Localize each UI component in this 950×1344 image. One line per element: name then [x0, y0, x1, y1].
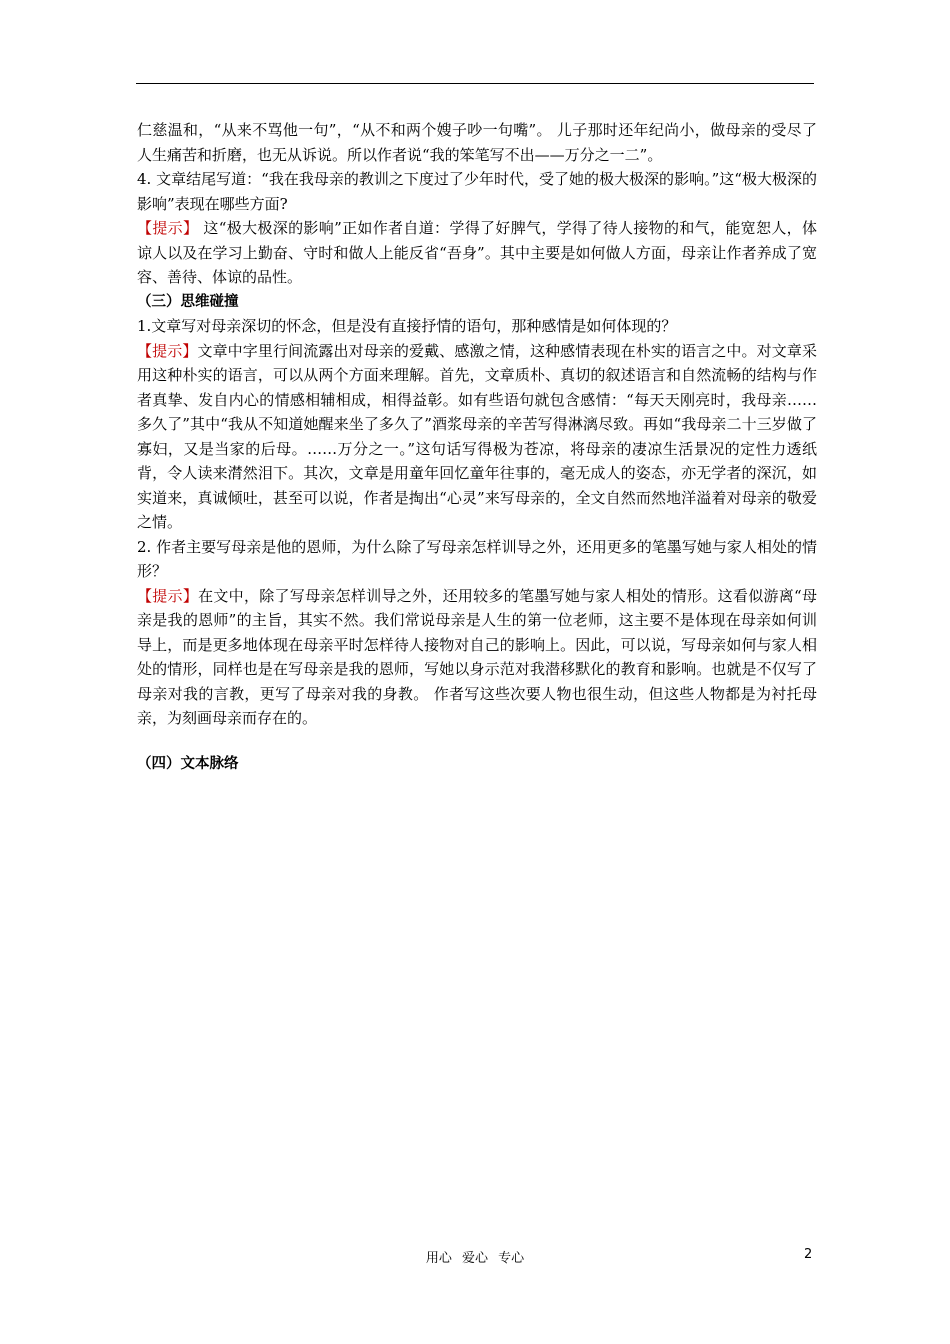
tip-label: 【提示】 — [137, 341, 198, 360]
footer-motto: 用心 爱心 专心 — [425, 1251, 525, 1266]
question-4: 4. 文章结尾写道：“我在我母亲的教训之下度过了少年时代，受了她的极大极深的影响。”这“极大极深的影响”表现在哪些方面? — [137, 170, 817, 213]
section-heading-3: （三）思维碰撞 — [137, 293, 239, 310]
answer-1-text: 文章中字里行间流露出对母亲的爱戴、感激之情，这种感情表现在朴实的语言之中。对文章采用这种朴实的语言，可以从两个方面来理解。首先，文章质朴、真切的叙述语言和自然流畅的结构与作者真挚、发自内心的情感相辅相成，相得益彰。如有些语句就包含感情：“每天天刚亮时，我母亲……多久了”其中“我从不知道她醒来坐了多久了”酒浆母亲的辛苦写得淋漓尽致。再如“我母亲二十三岁做了寡妇，又是当家的后母。……万分之一。”这句话写得极为苍凉，将母亲的凄凉生活景况的定性力透纸背，令人读来潸然泪下。其次，文章是用童年回忆童年往事的，毫无成人的姿态，亦无学者的深沉，如实道来，真诚倾吐，甚至可以说，作者是掏出“心灵”来写母亲的，全文自然而然地洋溢着对母亲的敬爱之情。 — [137, 341, 817, 531]
answer-1 — [137, 339, 817, 535]
header-rule — [136, 83, 814, 84]
question-1: 1.文章写对母亲深切的怀念，但是没有直接抒情的语句，那种感情是如何体现的？ — [137, 317, 677, 335]
answer-4 — [137, 216, 817, 290]
spacer — [137, 731, 817, 752]
answer-2 — [137, 584, 817, 731]
tip-label: 【提示】 — [137, 586, 199, 605]
question-2: 2. 作者主要写母亲是他的恩师，为什么除了写母亲怎样训导之外，还用更多的笔墨写她与家人相处的情形？ — [137, 537, 817, 580]
paragraph-continuation: 仁慈温和，“从来不骂他一句”，“从不和两个嫂子吵一句嘴”。 儿子那时还年纪尚小，做母亲的受尽了人生痛苦和折磨，也无从诉说。所以作者说“我的笨笔写不出——万分之一二”。 — [137, 121, 817, 164]
page-number: 2 — [804, 1247, 813, 1262]
section-heading-4: （四）文本脉络 — [137, 755, 239, 772]
document-body — [137, 118, 817, 776]
tip-label: 【提示】 — [137, 219, 199, 237]
answer-4-text: 这“极大极深的影响”正如作者自道：学得了好脾气，学得了待人接物的和气，能宽恕人，体谅人以及在学习上勤奋、守时和做人上能反省“吾身”。其中主要是如何做人方面，母亲让作者养成了宽容、善待、体谅的品性。 — [137, 219, 817, 286]
answer-2-text: 在文中，除了写母亲怎样训导之外，还用较多的笔墨写她与家人相处的情形。这看似游离“母亲是我的恩师”的主旨，其实不然。我们常说母亲是人生的第一位老师，这主要不是体现在母亲如何训导上，而是更多地体现在母亲平时怎样待人接物对自己的影响上。因此，可以说，写母亲如何与家人相处的情形，同样也是在写母亲是我的恩师，写她以身示范对我潜移默化的教育和影响。也就是不仅写了母亲对我的言教，更写了母亲对我的身教。 作者写这些次要人物也很生动，但这些人物都是为衬托母亲，为刻画母亲而存在的。 — [137, 586, 817, 727]
